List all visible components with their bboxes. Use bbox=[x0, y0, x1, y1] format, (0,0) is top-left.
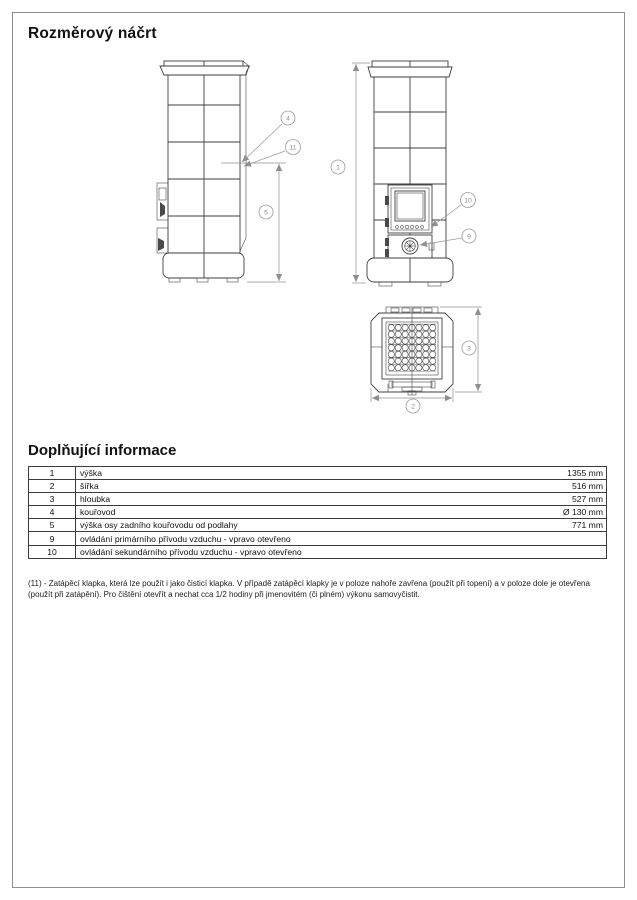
dimension-flue-axis-height bbox=[221, 163, 286, 282]
row-number: 3 bbox=[29, 493, 76, 506]
row-number: 5 bbox=[29, 519, 76, 532]
row-value: Ø 130 mm bbox=[562, 507, 603, 518]
side-body bbox=[168, 67, 249, 253]
table-row bbox=[29, 480, 607, 493]
row-number: 9 bbox=[29, 532, 76, 545]
svg-text:5: 5 bbox=[264, 209, 268, 217]
row-label: hloubka bbox=[80, 494, 111, 505]
page-title: Rozměrový náčrt bbox=[28, 25, 157, 42]
table-row bbox=[29, 506, 607, 519]
svg-text:9: 9 bbox=[467, 233, 471, 241]
table-row bbox=[29, 545, 607, 558]
section-title: Doplňující informace bbox=[28, 442, 177, 459]
callout-5 bbox=[259, 205, 273, 219]
callout-1 bbox=[331, 160, 345, 174]
row-value: 516 mm bbox=[571, 481, 603, 492]
callout-4 bbox=[242, 111, 295, 162]
callout-10 bbox=[431, 193, 476, 228]
row-number: 2 bbox=[29, 480, 76, 493]
callout-11 bbox=[244, 140, 301, 167]
row-number: 10 bbox=[29, 545, 76, 558]
callout-3 bbox=[462, 341, 476, 355]
additional-info-table bbox=[28, 466, 607, 559]
top-view-drawing bbox=[371, 307, 482, 413]
svg-text:3: 3 bbox=[467, 345, 471, 353]
footnote-text: (11) - Zatápěcí klapka, která lze použít i jako čisticí klapka. V případě zatápěcí klapky je v poloze nahoře zavřena (použít při topení) a v poloze dole je otevřena (použít při zatápění). Pro čištění otevřít a nechat cca 1/2 hodiny při jmenovitém (či plném) výkonu samovyčistit. bbox=[28, 579, 590, 599]
row-value: 1355 mm bbox=[567, 468, 603, 479]
table-row bbox=[29, 467, 607, 480]
side-crown bbox=[160, 61, 250, 75]
svg-text:1: 1 bbox=[336, 164, 340, 172]
front-crown bbox=[368, 61, 452, 77]
row-label: výška bbox=[80, 468, 102, 479]
dimension-drawing bbox=[0, 0, 637, 445]
front-view-drawing bbox=[331, 61, 476, 286]
row-number: 1 bbox=[29, 467, 76, 480]
row-number: 4 bbox=[29, 506, 76, 519]
dimension-height bbox=[331, 63, 370, 283]
front-base bbox=[367, 258, 453, 286]
dimension-depth bbox=[440, 307, 482, 392]
callout-2 bbox=[406, 399, 420, 413]
row-label: výška osy zadního kouřovodu od podlahy bbox=[80, 520, 238, 531]
row-value: 527 mm bbox=[571, 494, 603, 505]
table-row bbox=[29, 493, 607, 506]
row-label: kouřovod bbox=[80, 507, 116, 518]
row-label: ovládání primárního přívodu vzduchu - vpravo otevřeno bbox=[80, 533, 291, 544]
side-door-handle bbox=[157, 183, 168, 253]
svg-text:11: 11 bbox=[289, 144, 297, 152]
svg-text:10: 10 bbox=[464, 197, 472, 205]
row-value: 771 mm bbox=[571, 520, 603, 531]
table-row bbox=[29, 519, 607, 532]
side-view-drawing bbox=[157, 61, 301, 282]
row-label: ovládání sekundárního přívodu vzduchu - vpravo otevřeno bbox=[80, 546, 302, 557]
svg-text:4: 4 bbox=[286, 115, 290, 123]
top-handle bbox=[388, 381, 435, 395]
firebox-door bbox=[385, 185, 432, 233]
side-base bbox=[163, 253, 244, 282]
ash-door bbox=[385, 235, 434, 258]
table-row bbox=[29, 532, 607, 545]
svg-text:2: 2 bbox=[411, 403, 415, 411]
row-label: šířka bbox=[80, 481, 99, 492]
